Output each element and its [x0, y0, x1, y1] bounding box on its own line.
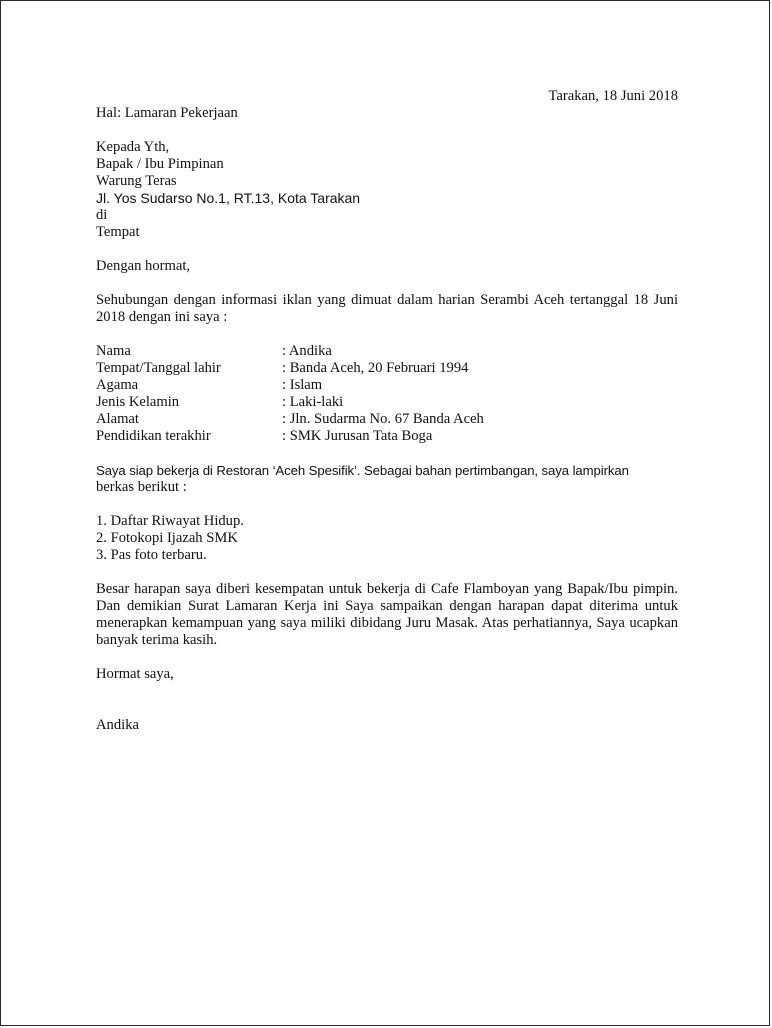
detail-value: : Laki-laki: [282, 394, 344, 410]
letter-date: Tarakan, 18 Juni 2018: [548, 88, 678, 104]
recipient-line: Kepada Yth,: [96, 139, 170, 155]
list-item: 1. Daftar Riwayat Hidup.: [96, 513, 244, 529]
intro-paragraph: Sehubungan dengan informasi iklan yang dimuat dalam harian Serambi Aceh tertanggal 18 Juni 2018 dengan ini saya :: [96, 292, 678, 325]
recipient-line: Bapak / Ibu Pimpinan: [96, 156, 224, 172]
recipient-block: [96, 139, 678, 241]
applicant-details: [96, 343, 678, 445]
detail-row: [96, 411, 678, 428]
detail-row: [96, 343, 678, 360]
detail-label: Agama: [96, 377, 139, 393]
detail-label: Tempat/Tanggal lahir: [96, 360, 221, 376]
list-item: 3. Pas foto terbaru.: [96, 547, 207, 563]
sign-off: Hormat saya,: [96, 666, 174, 682]
detail-label: Alamat: [96, 411, 139, 427]
detail-row: [96, 428, 678, 445]
greeting: Dengan hormat,: [96, 258, 191, 274]
attachment-intro-line: berkas berikut :: [96, 479, 187, 495]
detail-row: [96, 377, 678, 394]
detail-label: Nama: [96, 343, 131, 359]
recipient-line: Warung Teras: [96, 173, 177, 189]
detail-value: : Islam: [282, 377, 323, 393]
attachment-intro-line: Saya siap bekerja di Restoran ‘Aceh Spesifik’. Sebagai bahan pertimbangan, saya lampirkan: [96, 463, 629, 478]
detail-label: Pendidikan terakhir: [96, 428, 211, 444]
letter-subject: Hal: Lamaran Pekerjaan: [96, 105, 238, 121]
recipient-line: di: [96, 207, 108, 223]
detail-row: [96, 360, 678, 377]
attachment-list: [96, 513, 678, 564]
attachment-intro-paragraph: [96, 462, 678, 496]
detail-value: : Jln. Sudarma No. 67 Banda Aceh: [282, 411, 484, 427]
closing-paragraph: Besar harapan saya diberi kesempatan untuk bekerja di Cafe Flamboyan yang Bapak/Ibu pimpin. Dan demikian Surat Lamaran Kerja ini Saya sampaikan dengan harapan dapat diterima untuk menerapkan kemampuan yang saya miliki dibidang Juru Masak. Atas perhatiannya, Saya ucapkan banyak terima kasih.: [96, 581, 678, 648]
signature-name: Andika: [96, 717, 139, 733]
detail-value: : Andika: [282, 343, 332, 359]
recipient-address: Jl. Yos Sudarso No.1, RT.13, Kota Tarakan: [96, 190, 361, 206]
detail-value: : Banda Aceh, 20 Februari 1994: [282, 360, 469, 376]
detail-label: Jenis Kelamin: [96, 394, 180, 410]
list-item: 2. Fotokopi Ijazah SMK: [96, 530, 238, 546]
detail-row: [96, 394, 678, 411]
detail-value: : SMK Jurusan Tata Boga: [282, 428, 433, 444]
recipient-line: Tempat: [96, 224, 140, 240]
job-application-letter: [96, 88, 678, 734]
